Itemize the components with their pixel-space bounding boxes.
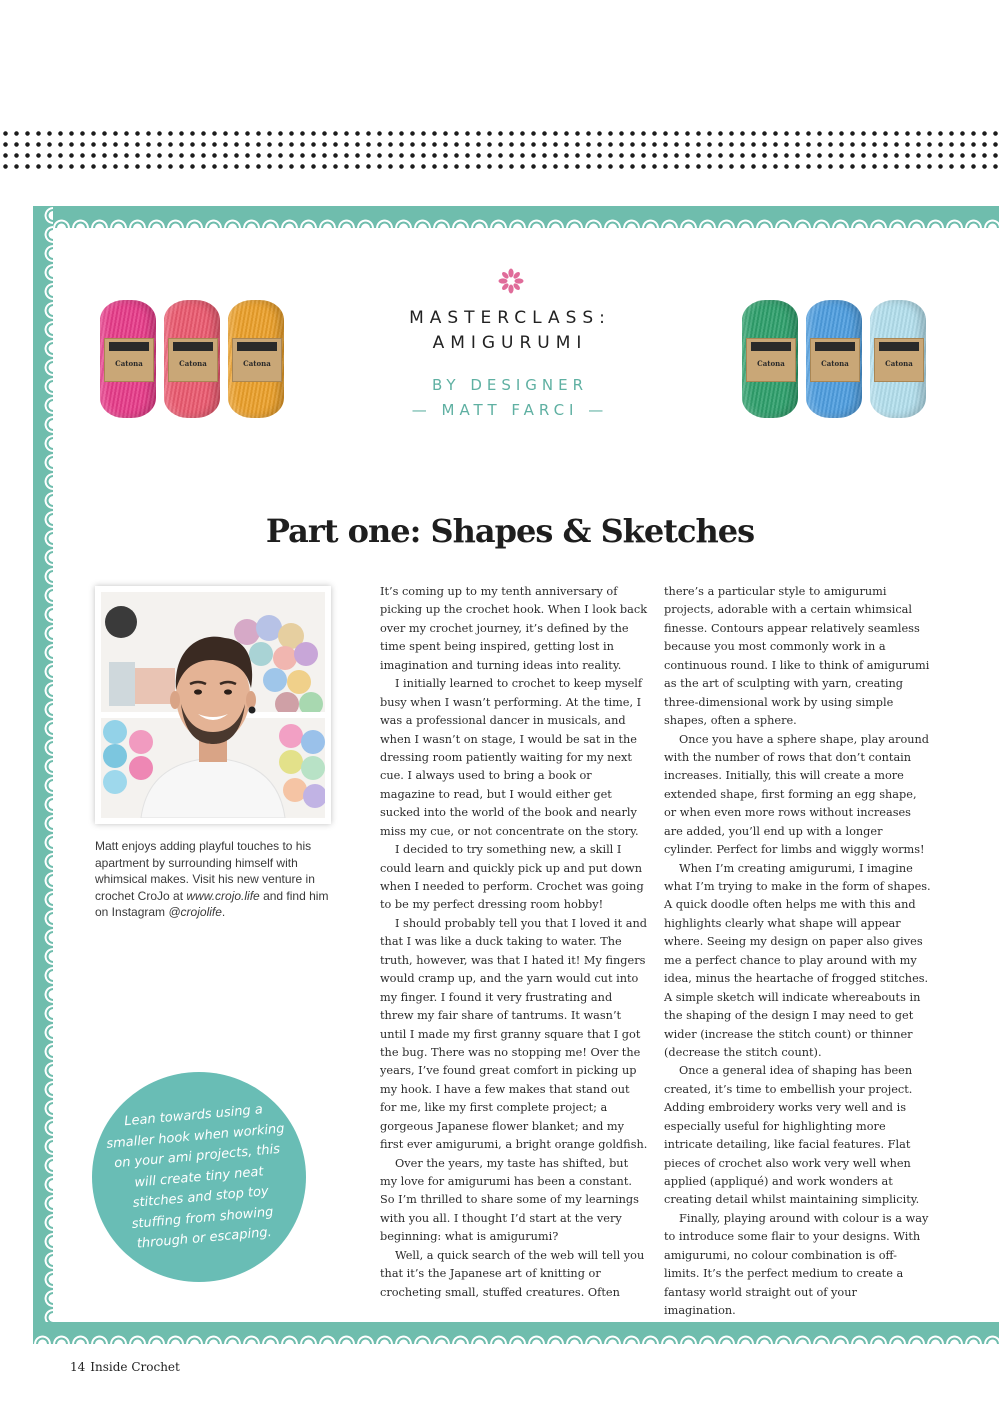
scallop-border-top (33, 206, 999, 228)
yarn-label: Catona (168, 338, 218, 382)
website-link[interactable]: www.crojo.life (186, 888, 260, 903)
paragraph: It’s coming up to my tenth anniversary of picking up the crochet hook. When I look back over my crochet journey, it’s defined by the time spent being inspired, getting lost in imagination and turning ideas into reality. (380, 585, 648, 672)
yarn-label: Catona (810, 338, 860, 382)
masterclass-line-2: AMIGURUMI (432, 333, 588, 353)
paragraph: Once you have a sphere shape, play around with the number of rows that don’t contain increases. Initially, this will create a more extended shape, first forming an egg shape, or when even more rows without increases are added, you’ll end up with a longer cylinder. Perfect for limbs and wiggly worms! (664, 732, 930, 857)
byline-line-2: — MATT FARCI — (411, 401, 609, 419)
byline-line-1: BY DESIGNER (431, 376, 589, 394)
paragraph: I should probably tell you that I loved it and that I was like a duck taking to water. The truth, however, was that I hated it! My fingers would cramp up, and the yarn would cut into my finger. I found it very frustrating and threw my fair share of tantrums. It wasn’t until I made my first granny square that I got the bug. There was no stopping me! Over the years, I’ve found great comfort in picking up my hook. I have a few makes that stand out for me, like my first complete project; a gorgeous Japanese flower blanket; and my first ever amigurumi, a bright orange goldfish. (380, 916, 648, 1152)
yarn-skein-blue (806, 300, 862, 418)
scallop-border-left (33, 206, 53, 1344)
dotted-header-band (0, 128, 999, 174)
yarn-label: Catona (746, 338, 796, 382)
flower-icon (498, 268, 524, 294)
designer-portrait-image (101, 592, 325, 818)
paragraph: When I’m creating amigurumi, I imagine what I’m trying to make in the form of shapes. A quick doodle often helps me with this and highlights clearly what shape will appear where. Seeing my design on paper also gives me a perfect chance to play around with my idea, minus the heartache of frogged stitches. A simple sketch will indicate whereabouts in the shaping of the design I may need to get wider (increase the stitch count) or thinner (decrease the stitch count). (664, 861, 931, 1059)
paragraph: I decided to try something new, a skill I could learn and quickly pick up and put down when I needed to perform. Crochet was going to be my perfect dressing room hobby! (380, 843, 644, 912)
scallop-border-bottom (33, 1322, 999, 1344)
tip-text: Lean towards using a smaller hook when working on your ami projects, this will create tiny neat stitches and stop toy stuffing from showing through or escaping. (105, 1102, 286, 1252)
masterclass-line-1: MASTERCLASS: (409, 308, 611, 328)
yarn-label: Catona (232, 338, 282, 382)
designer-byline (340, 373, 680, 423)
article-column-1 (380, 583, 648, 1302)
masterclass-title (340, 306, 680, 356)
instagram-handle[interactable]: @crojolife (168, 905, 222, 920)
page-number: 14 (70, 1360, 86, 1374)
publication-name: Inside Crochet (90, 1360, 180, 1374)
paragraph: I initially learned to crochet to keep myself busy when I wasn’t performing. At the time, I was a professional dancer in musicals, and when I wasn’t on stage, I would be sat in the dressing room patiently waiting for my next cue. I always used to bring a book or magazine to read, but I would either get sucked into the world of the book and nearly miss my cue, or not concentrate on the story. (380, 677, 643, 838)
designer-photo (95, 586, 331, 824)
paragraph: Over the years, my taste has shifted, but my love for amigurumi has been a constant. So I’m thrilled to share some of my learnings with you all. I thought I’d start at the very beginning: what is amigurumi? (380, 1156, 639, 1244)
article-headline: Part one: Shapes & Sketches (265, 512, 755, 550)
yarn-skein-pink (100, 300, 156, 418)
paragraph: Once a general idea of shaping has been created, it’s time to embellish your project. Adding embroidery works very well and is especially useful for highlighting more intricate detailing, like facial features. Flat pieces of crochet also work very well when applied (appliqué) and work wonders at creating detail whilst maintaining simplicity. (664, 1064, 920, 1207)
article-column-2 (664, 583, 932, 1321)
yarn-skein-light-blue (870, 300, 926, 418)
yarn-skein-orange (228, 300, 284, 418)
page-footer (70, 1360, 180, 1374)
yarn-label: Catona (874, 338, 924, 382)
photo-caption: Matt enjoys adding playful touches to his apartment by surrounding himself with whimsical makes. Visit his new venture in crochet CroJo at www.crojo.life and find him on Instagram @crojolife. (95, 839, 329, 920)
paragraph: there’s a particular style to amigurumi projects, adorable with a certain whimsical finesse. Contours appear relatively seamless because you most commonly work in a continuous round. I like to think of amigurumi as the art of sculpting with yarn, creating three-dimensional work by using simple shapes, often a sphere. (664, 585, 930, 728)
yarn-label: Catona (104, 338, 154, 382)
paragraph: Well, a quick search of the web will tell you that it’s the Japanese art of knitting or crocheting small, stuffed creatures. Often (380, 1248, 645, 1299)
yarn-skein-coral (164, 300, 220, 418)
yarn-skein-green (742, 300, 798, 418)
paragraph: Finally, playing around with colour is a way to introduce some flair to your designs. With amigurumi, no colour combination is off-limits. It’s the perfect medium to create a fantasy world straight out of your imagination. (664, 1211, 929, 1318)
